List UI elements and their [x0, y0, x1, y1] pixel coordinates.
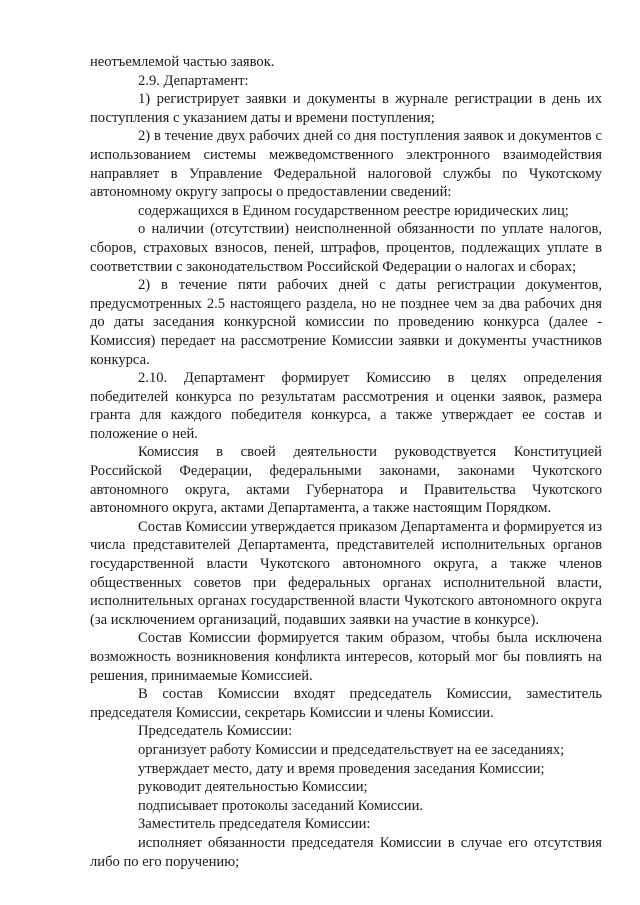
paragraph-chairman-duty-1: организует работу Комиссии и председательствует на ее заседаниях;	[138, 741, 565, 758]
paragraph-interagency-requests: 2) в течение двух рабочих дней со дня поступления заявок и документов с использованием системы межведомственного электронного взаимодействия направляет в Управление Федеральной налоговой службы по Чукотскому автономному округу запросы о предоставлении сведений:	[90, 128, 602, 201]
section-2-10-commission-formation: 2.10. Департамент формирует Комиссию в целях определения победителей конкурса по результатам рассмотрения и оценки заявок, размера гранта для каждого победителя конкурса, а также утверждает ее состав и положение о ней.	[90, 370, 602, 442]
paragraph-chairman-heading: Председатель Комиссии:	[138, 723, 293, 740]
paragraph-deputy-duty-1: исполняет обязанности председателя Комиссии в случае его отсутствия либо по его поручению;	[90, 834, 602, 870]
paragraph-tax-obligations: о наличии (отсутствии) неисполненной обязанности по уплате налогов, сборов, страховых взносов, пеней, штрафов, процентов, подлежащих уплате в соответствии с законодательством Российской Федерации о налогах и сборах;	[90, 221, 602, 275]
paragraph-conflict-of-interest: Состав Комиссии формируется таким образом, чтобы была исключена возможность возникновения конфликта интересов, который мог бы повлиять на решения, принимаемые Комиссией.	[90, 630, 602, 684]
paragraph-commission-guidance: Комиссия в своей деятельности руководствуется Конституцией Российской Федерации, федеральными законами, законами Чукотского автономного округа, актами Губернатора и Правительства Чукотского автономного округа, актами Департамента, а также настоящим Порядком.	[90, 444, 602, 517]
document-page	[90, 53, 602, 871]
paragraph-legal-entities-register: содержащихся в Едином государственном реестре юридических лиц;	[138, 202, 569, 219]
paragraph-register-applications: 1) регистрирует заявки и документы в журнале регистрации в день их поступления с указанием даты и времени поступления;	[90, 91, 602, 126]
paragraph-transfer-to-commission: 2) в течение пяти рабочих дней с даты регистрации документов, предусмотренных 2.5 настоящего раздела, но не позднее чем за два рабочих дня до даты заседания конкурсной комиссии по проведению конкурса (далее - Комиссия) передает на рассмотрение Комиссии заявки и документы участников конкурса.	[90, 277, 602, 368]
paragraph-continuation: неотъемлемой частью заявок.	[90, 54, 275, 70]
paragraph-chairman-duty-4: подписывает протоколы заседаний Комиссии.	[138, 797, 424, 814]
paragraph-commission-members: В состав Комиссии входят председатель Комиссии, заместитель председателя Комиссии, секретарь Комиссии и члены Комиссии.	[90, 686, 602, 721]
paragraph-chairman-duty-2: утверждает место, дату и время проведения заседания Комиссии;	[138, 760, 545, 777]
paragraph-commission-composition: Состав Комиссии утверждается приказом Департамента и формируется из числа представителей Департамента, представителей исполнительных органов государственной власти Чукотского автономного округа, а также членов общественных советов при федеральных органах исполнительной власти, исполнительных органах государственной власти Чукотского автономного округа (за исключением организаций, подавших заявки на участие в конкурсе).	[90, 518, 602, 628]
section-2-9-heading: 2.9. Департамент:	[138, 72, 249, 89]
paragraph-deputy-heading: Заместитель председателя Комиссии:	[138, 816, 371, 833]
paragraph-chairman-duty-3: руководит деятельностью Комиссии;	[138, 779, 368, 796]
